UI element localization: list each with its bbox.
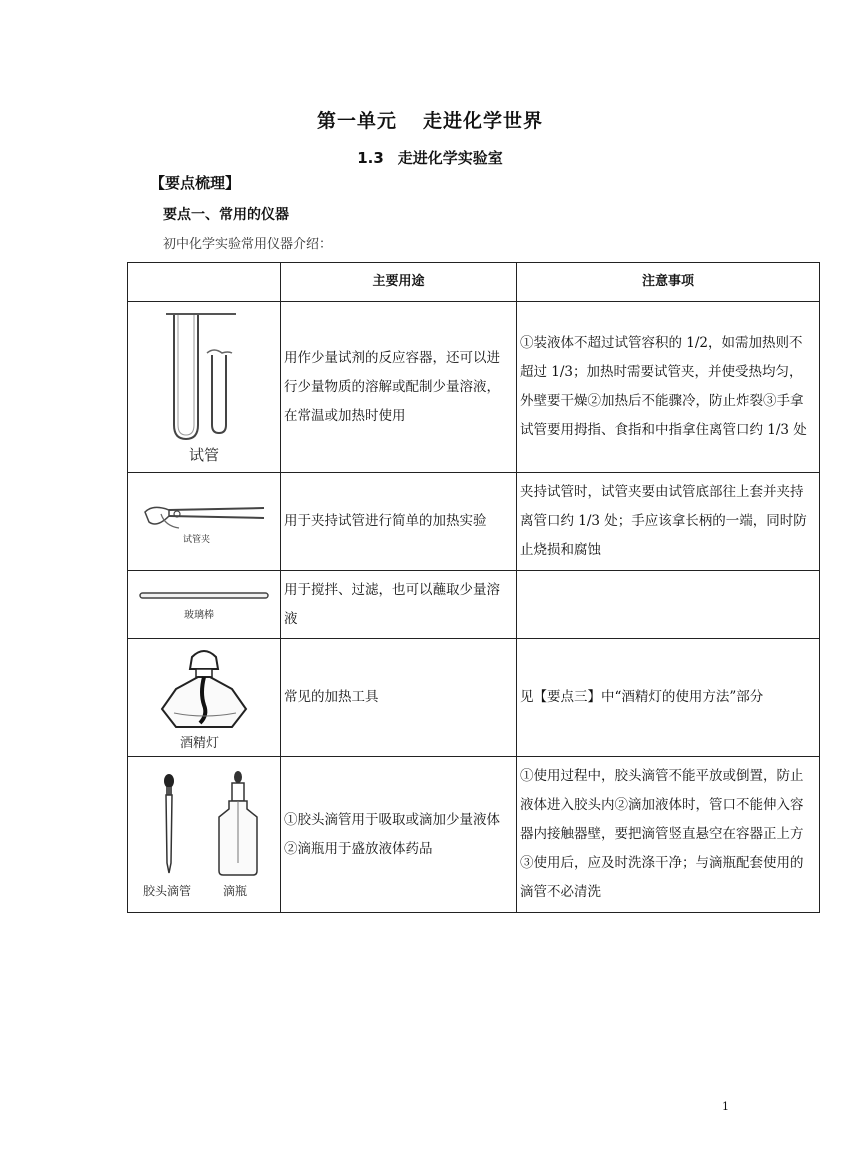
section-heading: 【要点梳理】 (150, 174, 241, 192)
notes-cell (517, 571, 820, 639)
notes-cell: ①使用过程中，胶头滴管不能平放或倒置，防止液体进入胶头内②滴加液体时，管口不能伸入容器内接触器壁，要把滴管竖直悬空在容器正上方③使用后，应及时洗涤干净；与滴瓶配套使用的滴管不必清洗 (517, 757, 820, 913)
header-image-cell (128, 263, 281, 302)
unit-number: 第一单元 (316, 110, 397, 132)
page-number: 1 (722, 1100, 729, 1113)
instrument-table (127, 262, 820, 913)
alcohol-lamp-icon (154, 643, 254, 753)
test-tube-holder-icon (139, 492, 269, 552)
test-tube-icon (144, 307, 264, 467)
unit-title (0, 106, 860, 133)
use-line: ②滴瓶用于盛放液体药品 (284, 840, 433, 857)
use-line: ①胶头滴管用于吸取或滴加少量液体 (284, 811, 500, 828)
notes-cell: 见【要点三】中“酒精灯的使用方法”部分 (517, 639, 820, 757)
header-use: 主要用途 (281, 263, 517, 302)
instrument-image-cell (128, 473, 281, 571)
instrument-label: 试管夹 (183, 534, 211, 545)
table-row (128, 639, 820, 757)
use-cell: 用于夹持试管进行简单的加热实验 (281, 473, 517, 571)
table-row (128, 757, 820, 913)
notes-cell: 夹持试管时，试管夹要由试管底部往上套并夹持离管口约 1/3 处；手应该拿长柄的一端，同时防止烧损和腐蚀 (517, 473, 820, 571)
instrument-label: 胶头滴管 (143, 883, 192, 898)
table-row (128, 473, 820, 571)
use-cell: 用作少量试剂的反应容器，还可以进行少量物质的溶解或配制少量溶液，在常温或加热时使用 (281, 302, 517, 473)
use-cell: 用于搅拌、过滤，也可以蘸取少量溶液 (281, 571, 517, 639)
notes-cell: ①装液体不超过试管容积的 1/2，如需加热则不超过 1/3；加热时需要试管夹，并使受热均匀，外壁要干燥②加热后不能骤冷，防止炸裂③手拿试管要用拇指、食指和中指拿住离管口约 1/3 处 (517, 302, 820, 473)
instrument-label: 滴瓶 (223, 883, 248, 898)
instrument-label: 玻璃棒 (184, 609, 214, 621)
dropper-and-bottle-icon (131, 765, 281, 905)
instrument-image-cell (128, 757, 281, 913)
use-cell (281, 757, 517, 913)
glass-rod-icon (134, 585, 274, 625)
lesson-name: 走进化学实验室 (397, 149, 503, 167)
use-cell: 常见的加热工具 (281, 639, 517, 757)
table-row (128, 302, 820, 473)
lesson-number: 1.3 (357, 149, 384, 167)
instrument-label: 试管 (189, 446, 220, 464)
lesson-title (0, 147, 860, 168)
instrument-image-cell (128, 571, 281, 639)
instrument-image-cell (128, 639, 281, 757)
table-row (128, 571, 820, 639)
table-header-row (128, 263, 820, 302)
unit-name: 走进化学世界 (423, 110, 544, 132)
intro-text: 初中化学实验常用仪器介绍： (163, 237, 333, 252)
point-heading: 要点一、常用的仪器 (163, 207, 289, 223)
instrument-label: 酒精灯 (180, 735, 220, 751)
header-notes: 注意事项 (517, 263, 820, 302)
instrument-image-cell (128, 302, 281, 473)
